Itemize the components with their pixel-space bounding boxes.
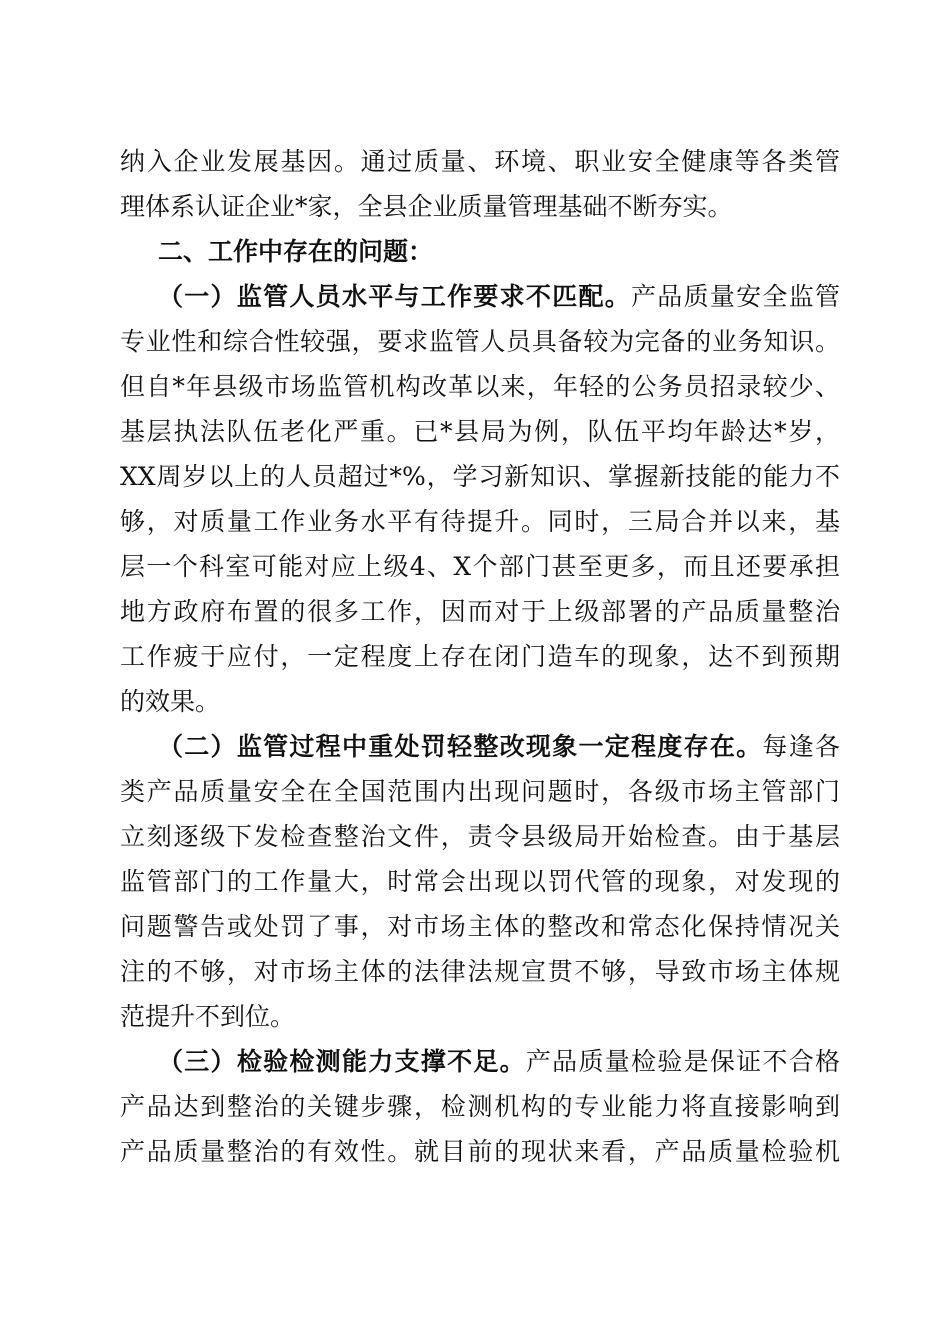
section-heading: 二、工作中存在的问题： [158, 237, 434, 266]
problem-3-line: 产品达到整治的关键步骤，检测机构的专业能力将直接影响到 [120, 1092, 840, 1121]
problem-1-first-line-text: 产品质量安全监管 [631, 282, 840, 311]
problem-2-line: 立刻逐级下发检查整治文件，责令县级局开始检查。由于基层 [120, 822, 840, 851]
problem-1-line: 工作疲于应付，一定程度上存在闭门造车的现象，达不到预期 [120, 642, 840, 671]
problem-2-first-line [158, 725, 840, 769]
problem-1-line: 专业性和综合性较强，要求监管人员具备较为完备的业务知识。 [120, 327, 840, 356]
problem-1-line: 地方政府布置的很多工作，因而对于上级部署的产品质量整治 [120, 597, 840, 626]
problem-1-line: 但自*年县级市场监管机构改革以来，年轻的公务员招录较少、 [120, 372, 840, 401]
intro-line-1: 纳入企业发展基因。通过质量、环境、职业安全健康等各类管 [120, 147, 840, 176]
problem-3-first-line [158, 1040, 840, 1084]
problem-1-line: 层一个科室可能对应上级4、X个部门甚至更多，而且还要承担 [120, 552, 840, 581]
problem-1-line: 够，对质量工作业务水平有待提升。同时，三局合并以来，基 [120, 507, 840, 536]
problem-2-line: 问题警告或处罚了事，对市场主体的整改和常态化保持情况关 [120, 912, 840, 941]
problem-2-line: 类产品质量安全在全国范围内出现问题时，各级市场主管部门 [120, 777, 840, 806]
problem-2-title: （二）监管过程中重处罚轻整改现象一定程度存在。 [158, 732, 763, 761]
problem-1-line: XX周岁以上的人员超过*%，学习新知识、掌握新技能的能力不 [120, 462, 840, 491]
problem-2-line: 监管部门的工作量大，时常会出现以罚代管的现象，对发现的 [120, 867, 840, 896]
problem-2-line: 范提升不到位。 [120, 1002, 296, 1031]
problem-1-first-line [158, 275, 840, 319]
problem-2-line: 注的不够，对市场主体的法律法规宣贯不够，导致市场主体规 [120, 957, 840, 986]
intro-line-2: 理体系认证企业*家，全县企业质量管理基础不断夯实。 [120, 192, 733, 221]
problem-1-line: 的效果。 [120, 687, 221, 716]
problem-1-title: （一）监管人员水平与工作要求不匹配。 [158, 282, 632, 311]
problem-1-line: 基层执法队伍老化严重。已*县局为例，队伍平均年龄达*岁， [120, 417, 840, 446]
problem-3-title: （三）检验检测能力支撑不足。 [158, 1047, 526, 1076]
problem-3-first-line-text: 产品质量检验是保证不合格 [525, 1047, 840, 1076]
problem-2-first-line-text: 每逢各 [762, 732, 840, 761]
problem-3-line: 产品质量整治的有效性。就目前的现状来看，产品质量检验机 [120, 1137, 840, 1166]
